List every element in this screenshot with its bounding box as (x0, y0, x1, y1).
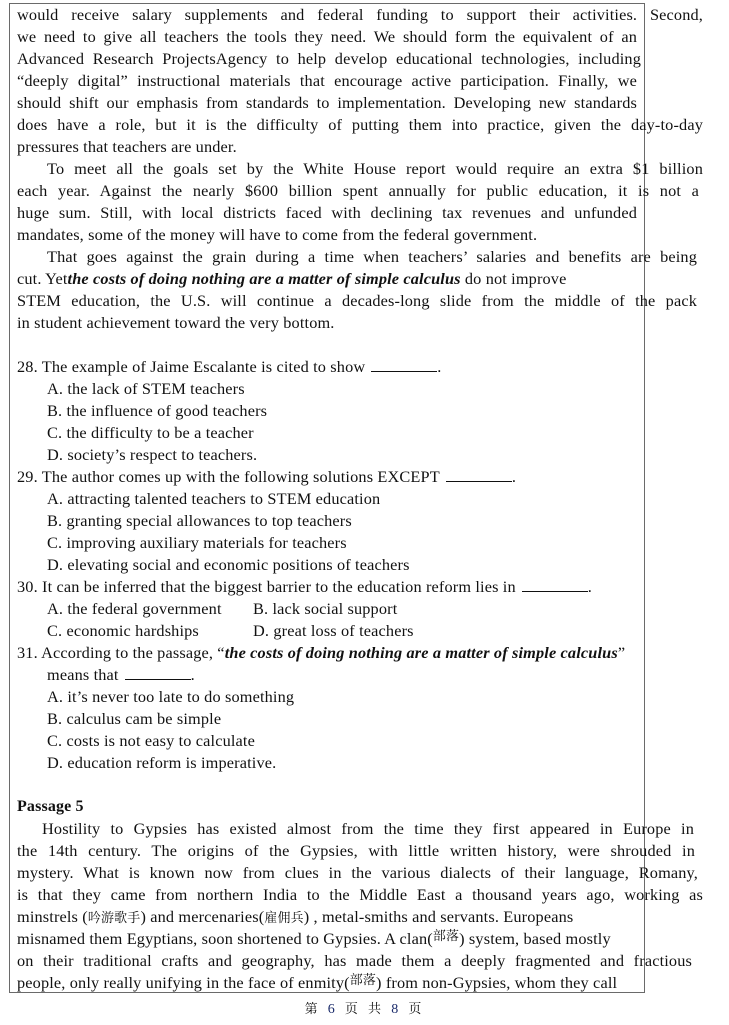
answer-blank (522, 577, 588, 592)
question-stem: 28. The example of Jaime Escalante is cited to show . (17, 357, 442, 376)
footer-suffix: 页 (408, 1002, 425, 1017)
question-text: It can be inferred that the biggest barrier to the education reform lies in (42, 577, 516, 596)
question-stem: 29. The author comes up with the following solutions EXCEPT . (17, 467, 517, 486)
option-d: D. society’s respect to teachers. (47, 445, 258, 464)
text-run: do not improve (460, 269, 567, 288)
question-stem: 30. It can be inferred that the biggest barrier to the education reform lies in . (17, 577, 593, 596)
paragraph-line: on their traditional crafts and geography, has made them a deeply fragmented and fractious (17, 951, 692, 970)
question-text: means that (47, 665, 119, 684)
question-number: 29. (17, 467, 38, 486)
paragraph-line: Advanced Research ProjectsAgency to help develop educational technologies, including (17, 49, 641, 68)
text-run: ) system, based mostly (459, 929, 611, 948)
paragraph-line: in student achievement toward the very bottom. (17, 313, 335, 332)
paragraph-line: does have a role, but it is the difficulty of putting them into practice, given the day-to-day (17, 115, 703, 134)
option-b: B. lack social support (253, 599, 398, 618)
footer-prefix: 第 (304, 1002, 321, 1017)
paragraph-line: is that they came from northern India to the Middle East a thousand years ago, working as (17, 885, 703, 904)
question-text: The author comes up with the following solutions EXCEPT (41, 467, 440, 486)
paragraph-line (17, 268, 566, 290)
paragraph-line: STEM education, the U.S. will continue a decades-long slide from the middle of the pack (17, 291, 697, 310)
option-a: A. the federal government (47, 599, 222, 618)
text-run: cut. Yet (17, 269, 68, 288)
text-run: people, only really unifying in the face of enmity( (17, 973, 350, 992)
option-c: C. improving auxiliary materials for teachers (47, 533, 347, 552)
answer-blank (371, 357, 437, 372)
paragraph-line: pressures that teachers are under. (17, 137, 237, 156)
option-a: A. it’s never too late to do something (47, 687, 295, 706)
quoted-phrase: the costs of doing nothing are a matter of simple calculus (224, 643, 618, 662)
option-b: B. calculus cam be simple (47, 709, 222, 728)
current-page-number: 6 (327, 1002, 338, 1017)
option-b: B. the influence of good teachers (47, 401, 268, 420)
paragraph-line: To meet all the goals set by the White House report would require an extra $1 billion (47, 159, 703, 178)
chinese-gloss: 雇佣兵 (264, 911, 304, 926)
paragraph-line (17, 972, 617, 994)
answer-blank (446, 467, 512, 482)
question-number: 31. (17, 643, 38, 662)
question-text: The example of Jaime Escalante is cited to show (41, 357, 366, 376)
chinese-gloss: 部落 (349, 973, 377, 988)
paragraph-line: we need to give all teachers the tools they need. We should form the equivalent of an (17, 27, 637, 46)
question-text: According to the passage, “ (41, 643, 225, 662)
paragraph-line: the 14th century. The origins of the Gypsies, with little written history, were shrouded in (17, 841, 695, 860)
paragraph-line: mandates, some of the money will have to come from the federal government. (17, 225, 538, 244)
option-c: C. economic hardships (47, 621, 199, 640)
paragraph-line: each year. Against the nearly $600 billion spent annually for public education, it is not a (17, 181, 699, 200)
chinese-gloss: 吟游歌手 (87, 911, 141, 926)
passage-heading: Passage 5 (17, 798, 84, 815)
paragraph-line (17, 928, 611, 950)
option-a: A. the lack of STEM teachers (47, 379, 245, 398)
chinese-gloss: 部落 (432, 929, 460, 944)
question-number: 30. (17, 577, 38, 596)
question-stem (17, 642, 625, 664)
close-quote: ” (617, 643, 626, 662)
paragraph-line (17, 906, 573, 928)
page-footer (0, 998, 729, 1018)
question-number: 28. (17, 357, 38, 376)
option-a: A. attracting talented teachers to STEM education (47, 489, 381, 508)
footer-mid: 页 共 (344, 1002, 385, 1017)
text-run: minstrels ( (17, 907, 88, 926)
paragraph-line: “deeply digital” instructional materials that encourage active participation. Finally, we (17, 71, 637, 90)
option-c: C. the difficulty to be a teacher (47, 423, 254, 442)
answer-blank (125, 665, 191, 680)
total-page-number: 8 (391, 1002, 402, 1017)
option-d: D. elevating social and economic positions of teachers (47, 555, 410, 574)
text-run: misnamed them Egyptians, soon shortened to Gypsies. A clan( (17, 929, 433, 948)
question-stem-continued: means that . (47, 665, 195, 684)
text-run: ) from non-Gypsies, whom they call (376, 973, 618, 992)
text-run: ) , metal-smiths and servants. Europeans (303, 907, 574, 926)
paragraph-line: would receive salary supplements and federal funding to support their activities. Second, (17, 5, 703, 24)
emphasized-quote: the costs of doing nothing are a matter of simple calculus (67, 269, 461, 288)
paragraph-line: should shift our emphasis from standards to implementation. Developing new standards (17, 93, 637, 112)
paragraph-line: huge sum. Still, with local districts faced with declining tax revenues and unfunded (17, 203, 637, 222)
paragraph-line: mystery. What is known now from clues in the various dialects of their language, Romany, (17, 863, 698, 882)
paragraph-line: That goes against the grain during a time when teachers’ salaries and benefits are being (47, 247, 697, 266)
option-b: B. granting special allowances to top teachers (47, 511, 352, 530)
paragraph-line: Hostility to Gypsies has existed almost from the time they first appeared in Europe in (42, 819, 694, 838)
option-c: C. costs is not easy to calculate (47, 731, 255, 750)
option-d: D. education reform is imperative. (47, 753, 277, 772)
option-d: D. great loss of teachers (253, 621, 414, 640)
text-run: ) and mercenaries( (140, 907, 265, 926)
